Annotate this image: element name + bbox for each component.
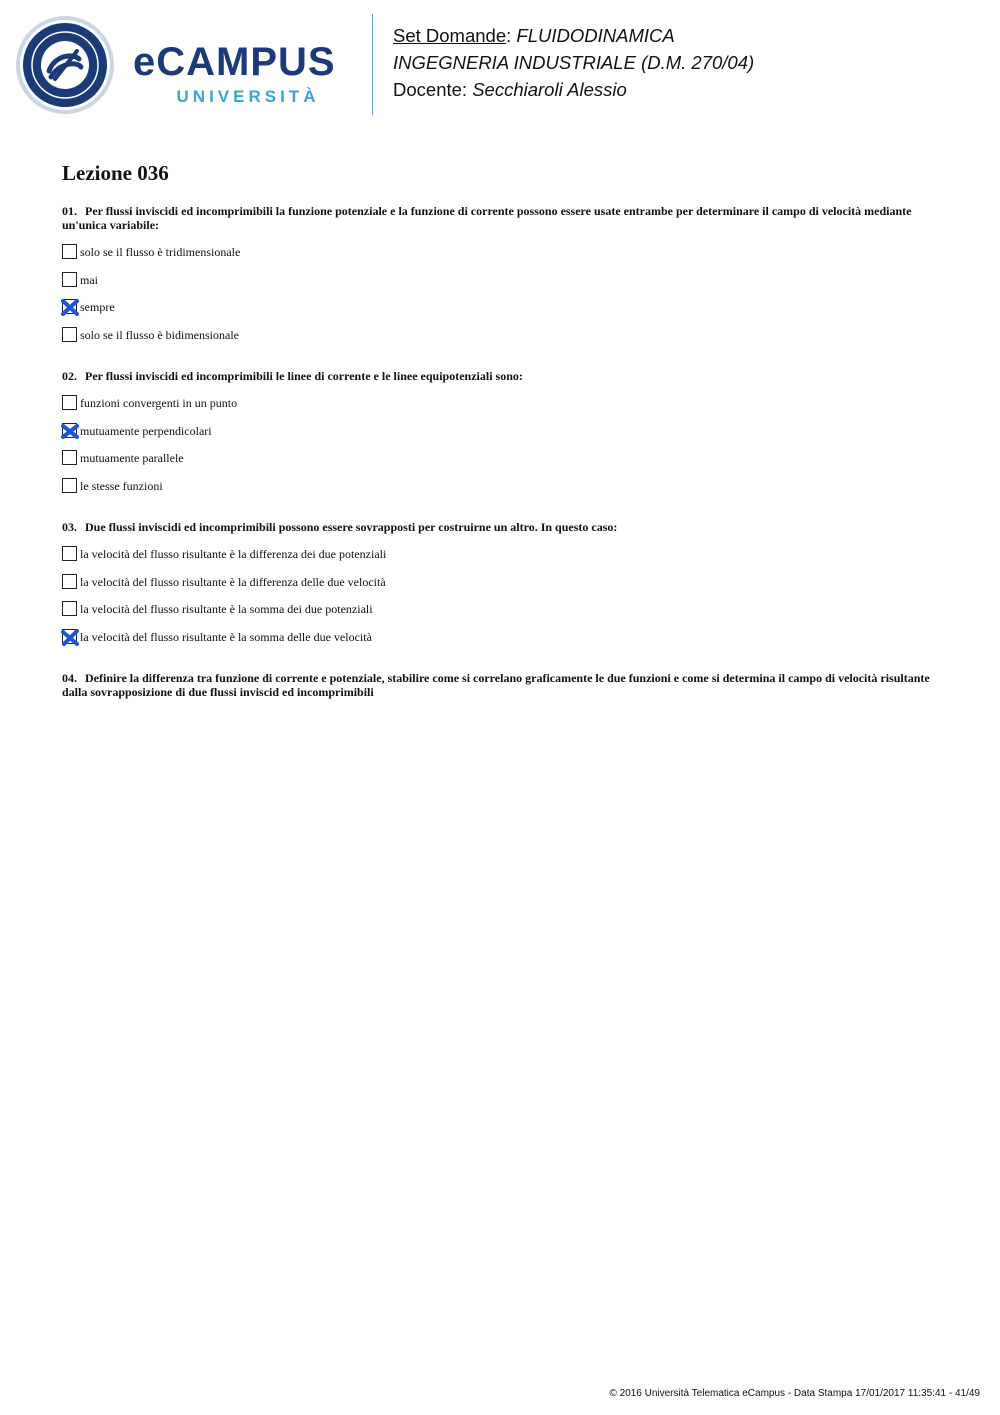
answer-checkbox-checked[interactable]	[62, 423, 77, 438]
answer-text: sempre	[80, 300, 115, 314]
answer-checkbox[interactable]	[62, 327, 77, 342]
answer-text: mai	[80, 273, 98, 287]
answer-checkbox[interactable]	[62, 450, 77, 465]
logo-brand: eCAMPUS	[133, 40, 336, 84]
answer-text: le stesse funzioni	[80, 479, 163, 493]
question-04	[62, 672, 942, 699]
ecampus-wordmark	[133, 40, 355, 112]
teacher-label: Docente:	[393, 79, 468, 100]
question-text: Due flussi inviscidi ed incomprimibili possono essere sovrapposti per costruirne un altro. In questo caso:	[85, 520, 618, 534]
question-number: 04.	[62, 671, 77, 685]
answer-checkbox-checked[interactable]	[62, 299, 77, 314]
set-label: Set Domande	[393, 25, 507, 46]
teacher-line	[393, 76, 993, 103]
question-text: Per flussi inviscidi ed incomprimibili la funzione potenziale e la funzione di corrente possono essere usate entrambe per determinare il campo di velocità mediante un'unica variabile:	[62, 204, 912, 232]
answer-checkbox[interactable]	[62, 478, 77, 493]
header-divider	[372, 14, 373, 115]
check-mark-icon	[61, 422, 80, 441]
answer-checkbox[interactable]	[62, 601, 77, 616]
set-colon: :	[506, 25, 512, 46]
answer-text: la velocità del flusso risultante è la somma delle due velocità	[80, 630, 372, 644]
question-text: Definire la differenza tra funzione di corrente e potenziale, stabilire come si correlano graficamente le due funzioni e come si determina il campo di velocità risultante dalla sovrapposizione di due flussi inviscid ed incomprimibili	[62, 671, 930, 699]
question-number: 01.	[62, 204, 77, 218]
answer-text: la velocità del flusso risultante è la somma dei due potenziali	[80, 602, 373, 616]
question-03	[62, 521, 942, 535]
teacher-name: Secchiaroli Alessio	[472, 79, 627, 100]
set-line	[393, 22, 993, 49]
answer-text: solo se il flusso è tridimensionale	[80, 245, 241, 259]
answer-text: solo se il flusso è bidimensionale	[80, 328, 239, 342]
question-number: 03.	[62, 520, 77, 534]
question-number: 02.	[62, 369, 77, 383]
answer-checkbox[interactable]	[62, 244, 77, 259]
answer-text: funzioni convergenti in un punto	[80, 396, 238, 410]
check-mark-icon	[61, 628, 80, 647]
course-program: INGEGNERIA INDUSTRIALE (D.M. 270/04)	[393, 52, 755, 73]
page-footer: © 2016 Università Telematica eCampus - Data Stampa 17/01/2017 11:35:41 - 41/49	[609, 1388, 980, 1399]
logo-subtitle: UNIVERSITÀ	[176, 87, 320, 106]
question-02	[62, 370, 942, 384]
answer-text: mutuamente parallele	[80, 451, 184, 465]
answer-checkbox[interactable]	[62, 395, 77, 410]
answer-checkbox[interactable]	[62, 272, 77, 287]
question-text: Per flussi inviscidi ed incomprimibili le linee di corrente e le linee equipotenziali sono:	[85, 369, 523, 383]
answer-text: la velocità del flusso risultante è la differenza delle due velocità	[80, 575, 386, 589]
question-01	[62, 205, 942, 232]
answer-checkbox[interactable]	[62, 574, 77, 589]
answer-checkbox[interactable]	[62, 546, 77, 561]
answer-text: la velocità del flusso risultante è la differenza dei due potenziali	[80, 547, 387, 561]
header-info	[393, 22, 993, 103]
lesson-title: Lezione 036	[62, 161, 169, 185]
answer-text: mutuamente perpendicolari	[80, 424, 212, 438]
check-mark-icon	[61, 298, 80, 317]
course-program-line	[393, 49, 993, 76]
answer-checkbox-checked[interactable]	[62, 629, 77, 644]
course-name: FLUIDODINAMICA	[516, 25, 675, 46]
university-seal-logo	[15, 15, 115, 115]
